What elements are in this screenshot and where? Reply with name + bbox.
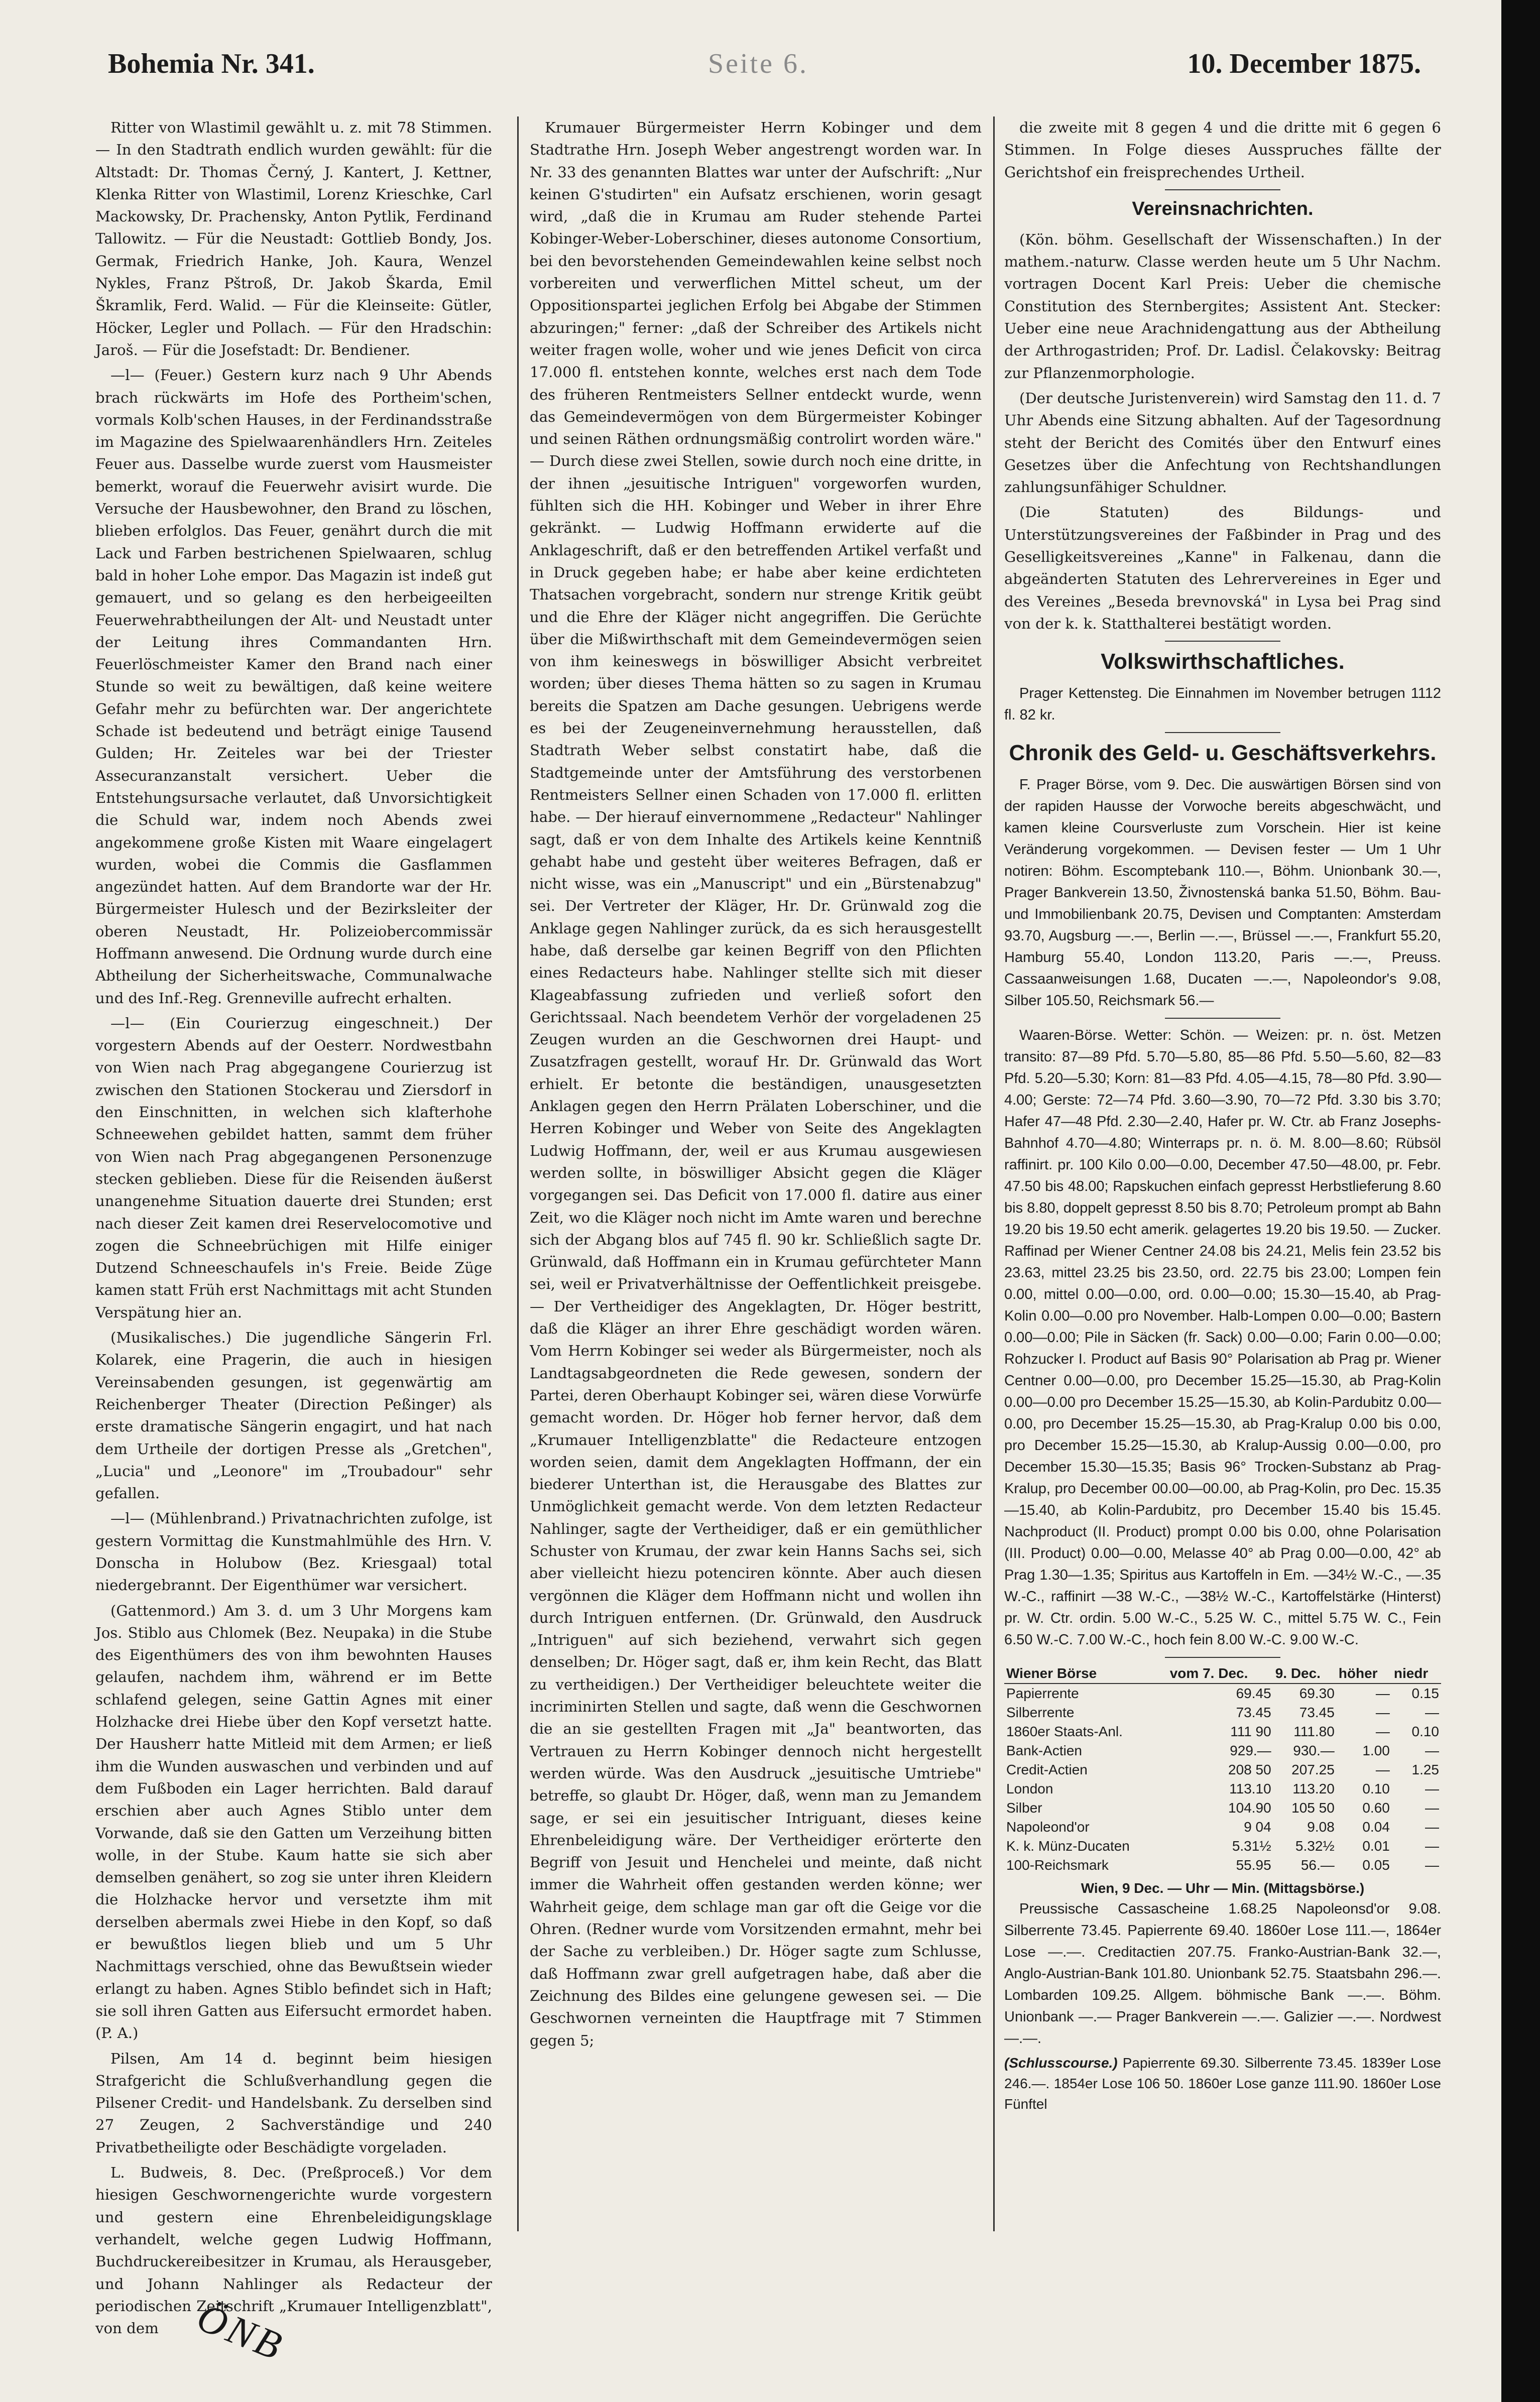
security-name: Silber [1006,1800,1042,1816]
table-header: vom 7. Dec. [1168,1664,1273,1684]
library-stamp: ÖNB [191,2295,291,2370]
section-heading-vereinsnachrichten: Vereinsnachrichten. [1132,198,1314,219]
waaren-boerse-report: Waaren-Börse. Wetter: Schön. — Weizen: pr. n. öst. Metzen transito: 87—89 Pfd. 5.70—5.80, 85—86 Pfd. 5.50—5.60, 82—83 Pfd. 5.20—5.30; Korn: 81—83 Pfd. 4.05—4.15, 78—80 Pfd. 3.90—4.00; Gerste: 72—74 Pfd. 3.60—3.90, 70—72 Pfd. 3.30 bis 3.70; Hafer 47—48 Pfd. 2.30—2.40, Hafer pr. W. Ctr. ab Franz Josephs-Bahnhof 4.70—4.80; Winterraps pr. n. ö. M. 8.00—8.60; Rübsöl raffinirt. pr. 100 Kilo 0.00—0.00, December 47.50—48.00, pr. Febr. 47.50 bis 48.00; Rapskuchen einfach gepresst Herbstlieferung 8.60 bis 8.80, doppelt gepresst 8.50 bis 8.70; Petroleum prompt ab Bahn 19.20 bis 19.50 echt amerik. gelagertes 19.20 bis 19.50. — Zucker. Raffinad per Wiener Centner 24.08 bis 24.21, Melis fein 23.52 bis 23.63, mittel 23.25 bis 23.50, ord. 22.75 bis 23.00; Lompen fein 0.00, mittel 0.00—0.00, ord. 0.00—0.00; 15.30—15.40, ab Prag-Kolin 0.00—0.00 pro November. Halb-Lompen 0.00—0.00; Bastern 0.00—0.00; Pile in Säcken (fr. Sack) 0.00—0.00; Farin 0.00—0.00; Rohzucker I. Product auf Basis 90° Polarisation ab Prag pr. Wiener Centner 0.00—0.00, pro December 15.25—15.30, ab Prag-Kolin 0.00—0.00 pro December 15.25—15.30, ab Kolin-Pardubitz 0.00—0.00, pro December 15.25—15.30, ab Prag-Kralup 0.00 bis 0.00, pro December 15.25—15.30, ab Kralup-Aussig 0.00—0.00, pro December 15.30—15.35; Basis 96° Trocken-Substanz ab Prag-Kralup, pro December 00.00—00.00, ab Prag-Kolin, pro Dec. 15.35—15.40, ab Kolin-Pardubitz, pro December 15.40 bis 15.45. Nachproduct (II. Product) prompt 0.00 bis 0.00, ohne Polarisation (III. Product) 0.00—0.00, Melasse 40° ab Prag 0.00—0.00, 42° ab Prag 1.30—1.35; Spiritus aus Kartoffeln in Em. —34½ W.-C., —.35 W.-C., raffinirt —38 W.-C., —38½ W.-C., Kartoffelstärke (Hinterst) pr. W. Ctr. ordin. 5.00 W.-C., 5.25 W. C., mittel 5.75 W. C., Fein 6.50 W.-C. 7.00 W.-C., hoch fein 8.00 W.-C. 9.00 W.-C. [1004,1027,1441,1648]
table-header: höher [1337,1664,1392,1684]
masthead-date: 10. December 1875. [1187,48,1421,79]
quote-cell: 69.45 [1236,1686,1271,1702]
quote-cell: — [1425,1819,1439,1835]
quote-cell: 5.31½ [1232,1838,1271,1854]
quote-cell: 0.04 [1362,1819,1390,1835]
wien-report: Preussische Cassascheine 1.68.25 Napoleonsd'or 9.08. Silberrente 73.45. Papierrente 69.40. 1860er Lose 111.—, 1864er Lose —.—. Creditactien 207.75. Franko-Austrian-Bank 32.—, Anglo-Austrian-Bank 101.80. Unionbank 52.75. Staatsbahn 296.—. Lombarden 109.25. Allgem. böhmische Bank —.—. Böhm. Unionbank —.— Prager Bankverein —.—. Galizier —.—. Nordwest —.—. [1004,1901,1441,2047]
security-name: London [1006,1781,1053,1797]
quote-cell: 73.45 [1236,1705,1271,1721]
quote-cell: 0.60 [1362,1800,1390,1816]
quote-cell: 207.25 [1291,1762,1335,1778]
boerse-report: F. Prager Börse, vom 9. Dec. Die auswärtigen Börsen sind von der rapiden Hausse der Vorwoche bereits abgeschwächt, und kamen kleine Coursverluste zum Vorschein. Hier ist keine Veränderung vorgekommen. — Devisen fester — Um 1 Uhr notiren: Böhm. Escomptebank 110.—, Böhm. Unionbank 30.—, Prager Bankverein 13.50, Živnostenská banka 51.50, Böhm. Bau- und Immobilienbank 20.75, Devisen und Comptanten: Amsterdam 93.70, Augsburg —.—, Berlin —.—, Brüssel —.—, Frankfurt 55.20, Hamburg 55.40, London 113.20, Paris —.—, Preuss. Cassaanweisungen 1.68, Ducaten —.—, Napoleondor's 9.08, Silber 105.50, Reichsmark 56.— [1004,777,1441,1009]
notice-paragraph: (Die Statuten) des Bildungs- und Unterstützungsvereines der Faßbinder in Prag und des Geselligkeitsvereines „Kanne" in Falkenau, dann die abgeänderten Statuten des Lehrervereines in Eger und des Vereines „Beseda brevnovská" in Lysa bei Prag sind von der k. k. Statthalterei bestätigt worden. [1004,504,1441,632]
quote-cell: 111.80 [1293,1724,1335,1740]
section-separator [1165,732,1280,733]
quote-cell: — [1375,1705,1390,1721]
quote-cell: 0.10 [1362,1781,1390,1797]
quote-cell: — [1375,1762,1390,1778]
notice-paragraph: (Der deutsche Juristenverein) wird Samstag den 11. d. 7 Uhr Abends eine Sitzung abhalten. Auf der Tagesordnung steht der Bericht des Comités über den Entwurf eines Gesetzes über die Anfechtung von Rechtshandlungen zahlungsunfähiger Schuldner. [1004,389,1441,496]
security-name: Silberrente [1006,1705,1075,1721]
schluss-report: Papierrente 69.30. Silberrente 73.45. 1839er Lose 246.—. 1854er Lose 106 50. 1860er Lose ganze 111.90. 1860er Lose Fünftel [1004,2055,1441,2112]
quote-cell: 73.45 [1299,1705,1335,1721]
quote-cell: — [1425,1838,1439,1854]
security-name: Bank-Actien [1006,1743,1082,1759]
article-paragraph: Pilsen, Am 14 d. beginnt beim hiesigen Strafgericht die Schlußverhandlung gegen die Pilsener Credit- und Handelsbank. Zu derselben sind 27 Zeugen, 2 Sachverständige und 240 Privatbetheiligte oder Beschädigte vorgeladen. [95,2050,492,2156]
quote-cell: — [1375,1724,1390,1740]
quote-cell: 1.00 [1362,1743,1390,1759]
quote-cell: 0.10 [1411,1724,1439,1740]
section-separator [1165,641,1280,642]
column-middle [530,116,982,2221]
article-paragraph: —l— (Mühlenbrand.) Privatnachrichten zufolge, ist gestern Vormittag die Kunstmahlmühle des Hrn. V. Donscha in Holubow (Bez. Kriesgaal) total niedergebrannt. Der Eigenthümer war versichert. [95,1510,492,1594]
quote-cell: 105 50 [1291,1800,1335,1816]
table-row [1004,1703,1441,1722]
table-row [1004,1741,1441,1760]
quote-cell: 104.90 [1228,1800,1271,1816]
notice-paragraph: Prager Kettensteg. Die Einnahmen im November betrugen 1112 fl. 82 kr. [1004,685,1441,724]
quote-cell: — [1425,1857,1439,1873]
article-paragraph: —l— (Feuer.) Gestern kurz nach 9 Uhr Abends brach rückwärts im Hofe des Portheim'schen, vormals Kolb'schen Hauses, in der Ferdinandsstraße im Magazine des Spielwaarenhändlers Hrn. Zeiteles Feuer aus. Dasselbe wurde zuerst vom Hausmeister bemerkt, worauf die Feuerwehr avisirt wurde. Die Versuche der Hausbewohner, den Brand zu löschen, blieben erfolglos. Das Feuer, genährt durch die mit Lack und Farben bestrichenen Spielwaaren, schlug bald in hoher Lohe empor. Das Magazin ist indeß gut gemauert, und so gelang es den herbeigeeilten Feuerwehrabtheilungen der Alt- und Neustadt unter der Leitung ihres Commandanten Hrn. Feuerlöschmeister Kamer den Brand nach einer Stunde so weit zu bewältigen, daß keine weitere Gefahr mehr zu befürchten war. Der angerichtete Schade ist bedeutend und beträgt einige Tausend Gulden; Hr. Zeiteles war bei der Triester Assecuranzanstalt versichert. Ueber die Entstehungsursache verlautet, daß Unvorsichtigkeit die Schuld war, indem noch Abends zwei angekommene große Kisten mit Waare eingelagert wurden, wobei die Commis die Gasflammen angezündet hatten. Auf dem Brandorte war der Hr. Bürgermeister Hulesch und der Bezirksleiter der oberen Neustadt, Hr. Polizeiobercommissär Hoffmann anwesend. Die Ordnung wurde durch eine Abtheilung der Sicherheitswache, Communalwache und des Inf.-Reg. Grenneville aufrecht erhalten. [95,367,492,1007]
quote-cell: 0.15 [1411,1686,1439,1702]
quote-cell: 208 50 [1228,1762,1271,1778]
quote-cell: — [1425,1705,1439,1721]
article-paragraph: (Gattenmord.) Am 3. d. um 3 Uhr Morgens kam Jos. Stiblo aus Chlomek (Bez. Neupaka) in die Stube des Eigenthümers des von ihm bewohnten Hauses gelaufen, nachdem ihm, während er im Bette schlafend gelegen, seine Gattin Agnes mit einer Holzhacke drei Hiebe über den Kopf versetzt hatte. Der Hausherr hatte Mitleid mit dem Armen; er ließ ihm die Wunden auswaschen und verbinden und auf dem Fußboden ein Lager herrichten. Bald darauf erschien aber auch Agnes Stiblo unter dem Vorwande, daß sie den Gatten um Verzeihung bitten wolle, in der Stube. Kaum hatte sie sich aber demselben genähert, so zog sie unter ihren Kleidern die Holzhacke hervor und versetzte ihm mit derselben abermals zwei Hiebe in den Kopf, so daß er bewußtlos liegen blieb und um 5 Uhr Nachmittags verschied, ohne das Bewußtsein wieder erlangt zu haben. Agnes Stiblo befindet sich in Haft; sie soll ihren Gatten aus Eifersucht ermordet haben. (P. A.) [95,1602,492,2042]
security-name: 100-Reichsmark [1006,1857,1109,1873]
notice-paragraph: (Kön. böhm. Gesellschaft der Wissenschaften.) In der mathem.-naturw. Classe werden heute um 5 Uhr Nachm. vortragen Docent Karl Preis: Ueber die chemische Constitution des Sternbergites; Assistent Ant. Stecker: Ueber eine neue Arachnidengattung aus der Abtheilung der Arthrogastriden; Prof. Dr. Ladisl. Čelakovsky: Beitrag zur Pflanzenmorphologie. [1004,230,1441,382]
section-separator [1165,189,1280,190]
quote-cell: — [1425,1781,1439,1797]
table-header: 9. Dec. [1273,1664,1337,1684]
column-divider [993,116,995,2231]
table-header: niedr [1392,1664,1441,1684]
security-name: K. k. Münz-Ducaten [1006,1838,1130,1854]
article-paragraph: Ritter von Wlastimil gewählt u. z. mit 78 Stimmen. — In den Stadtrath endlich wurden gewählt: für die Altstadt: Dr. Thomas Černý, J. Kantert, J. Kettner, Klenka Ritter von Wlastimil, Lorenz Krieschke, Carl Mackowsky, Dr. Prachensky, Anton Pytlik, Ferdinand Tallowitz. — Für die Neustadt: Gottlieb Bondy, Jos. Germak, Friedrich Hanke, Joh. Kaura, Wenzel Nykles, Franz Pštroß, Dr. Jakob Škarda, Emil Škramlik, Ferd. Walid. — Für die Kleinseite: Gütler, Höcker, Legler und Pollach. — Für den Hradschin: Jaroš. — Für die Josefstadt: Dr. Bendiener. [95,119,492,358]
article-paragraph: die zweite mit 8 gegen 4 und die dritte mit 6 gegen 6 Stimmen. In Folge dieses Ausspruches fällte der Gerichtshof ein freisprechendes Urtheil. [1004,119,1441,181]
quote-cell: 5.32½ [1295,1838,1335,1854]
article-paragraph: —l— (Ein Courierzug eingeschneit.) Der vorgestern Abends auf der Oesterr. Nordwestbahn von Wien nach Prag abgegangene Courierzug ist zwischen den Stationen Stockerau und Ziersdorf in den Einschnitten, in welchen sich klafterhohe Schneewehen gebildet hatten, sammt dem früher von Wien nach Prag abgegangenen Personenzuge stecken geblieben. Diese für die Reisenden äußerst unangenehme Situation dauerte drei Stunden; erst nach dieser Zeit kamen drei Reservelocomotive und zogen die Schneebrüchigen mit Hilfe einiger Dutzend Schneeschaufels in's Freie. Beide Züge kamen statt Früh erst Nachmittags mit acht Stunden Verspätung hier an. [95,1014,492,1321]
section-heading-volkswirthschaft: Volkswirthschaftliches. [1101,649,1345,674]
schluss-label: (Schlusscourse.) [1004,2055,1118,2071]
scan-border [1501,0,1540,2402]
table-row [1004,1837,1441,1856]
quote-cell: 1.25 [1411,1762,1439,1778]
quote-cell: 9 04 [1244,1819,1271,1835]
table-row [1004,1779,1441,1798]
quote-cell: 55.95 [1236,1857,1271,1873]
table-row [1004,1856,1441,1875]
article-paragraph: (Musikalisches.) Die jugendliche Sängerin Frl. Kolarek, eine Pragerin, die auch in hiesigen Vereinsabenden gesungen, ist gegenwärtig am Reichenberger Theater (Direction Peßinger) als erste dramatische Sängerin engagirt, und hat nach dem Urtheile der dortigen Presse als „Gretchen", „Lucia" und „Leonore" im „Troubadour" sehr gefallen. [95,1329,492,1502]
masthead-issue: Bohemia Nr. 341. [108,48,315,79]
quote-cell: — [1375,1686,1390,1702]
section-heading-chronik: Chronik des Geld- u. Geschäftsverkehrs. [1009,741,1437,766]
section-separator [1165,1018,1280,1019]
article-paragraph: Krumauer Bürgermeister Herrn Kobinger und dem Stadtrathe Hrn. Joseph Weber angestrengt worden war. In Nr. 33 des genannten Blattes war unter der Aufschrift: „Nur keinen G'studirten" ein Aufsatz erschienen, worin gesagt wird, „daß die in Krumau am Ruder stehende Partei Kobinger-Weber-Loberschiner, dieses autonome Consortium, bei den bevorstehenden Gemeindewahlen keine selbst noch vorbereiten und verwerflichen Mittel scheut, um der Oppositionspartei jeglichen Erfolg bei Abgabe der Stimmen abzuringen;" ferner: „daß der Schreiber des Artikels nicht weiter fragen wolle, woher und wie jenes Deficit von circa 17.000 fl. entstehen konnte, welches erst nach dem Tode des früheren Rentmeisters Sellner entdeckt wurde, wenn das Gemeindevermögen von dem Bürgermeister Kobinger und seinen Räthen ordnungsmäßig controlirt worden wäre." — Durch diese zwei Stellen, sowie durch noch eine dritte, in der ihnen „jesuitische Intriguen" vorgeworfen wurden, fühlten sich die HH. Kobinger und Weber in ihrer Ehre gekränkt. — Ludwig Hoffmann erwiderte auf die Anklageschrift, daß er den betreffenden Artikel verfaßt und in Druck gegeben habe; er habe aber keine erdichteten Thatsachen vorgebracht, sondern nur strenge Kritik geübt und die Ehre der Kläger nicht angegriffen. Die Gerüchte über die Mißwirthschaft mit dem Gemeindevermögen seien von ihm keineswegs in böswilliger Absicht verbreitet worden; über dieses Thema hätten so zu sagen in Krumau bereits die Spatzen am Dache gesungen. Uebrigens werde es bei der Zeugeneinvernehmung herausstellen, daß Stadtrath Weber selbst constatirt habe, daß die Stadtgemeinde unter der Amtsführung des verstorbenen Rentmeisters Sellner einen Schaden von 17.000 fl. erlitten habe. — Der hierauf einvernommene „Redacteur" Nahlinger sagt, daß er von dem Inhalte des Artikels keine Kenntniß gehabt habe und gesteht über weiteres Befragen, daß er nicht wisse, was ein „Manuscript" und ein „Bürstenabzug" sei. Der Vertreter der Kläger, Hr. Dr. Grünwald zog die Anklage gegen Nahlinger zurück, da es sich herausgestellt habe, daß derselbe gar keinen Begriff von den Pflichten eines Redacteurs habe. Nahlinger stellte sich mit dieser Klageabfassung zufrieden und verließ sofort den Gerichtssaal. Nach beendetem Verhör der vorgeladenen 25 Zeugen wurden an die Geschwornen drei Haupt- und Zusatzfragen gestellt, worauf Hr. Dr. Grünwald das Wort erhielt. Er betonte die beständigen, unausgesetzten Anklagen gegen den Herrn Prälaten Loberschiner, und die Herren Kobinger und Weber von Seite des Angeklagten Ludwig Hoffmann, der, weil er aus Krumau ausgewiesen werden sollte, in böswilliger Absicht gegen die Kläger vorgegangen sei. Das Deficit von 17.000 fl. datire aus einer Zeit, wo die Kläger noch nicht im Amte waren und berechne sich der Abgang blos auf 745 fl. 90 kr. Schließlich sagte Dr. Grünwald, daß Hoffmann ein in Krumau gefürchteter Mann sei, weil er Privatverhältnisse der Oeffentlichkeit preisgebe. — Der Vertheidiger des Angeklagten, Dr. Höger bestritt, daß die Kläger an ihrer Ehre geschädigt worden wären. Vom Herrn Kobinger sei weder als Bürgermeister, noch als Landtagsabgeordneten die Rede gewesen, sondern der Partei, deren Oberhaupt Kobinger sei, wären diese Vorwürfe gemacht worden. Dr. Höger hob ferner hervor, daß dem „Krumauer Intelligenzblatte" die Redacteure entzogen worden seien, damit dem Angeklagten Hoffmann, der ein biederer Unterthan ist, die Herausgabe des Blattes zur Unmöglichkeit gemacht werde. Von dem letzten Redacteur Nahlinger, sagte der Vertheidiger, daß er ein gemüthlicher Schuster von Krumau, der zwar kein Hanns Sachs sei, sich aber vielleicht hiezu potenciren könnte. Aber auch diesen vergönnen die Kläger dem Hoffmann nicht und wollen ihn durch Intriguen entfernen. (Dr. Grünwald, den Ausdruck „Intriguen" auf sich beziehend, verwahrt sich gegen denselben; Dr. Höger sagt, daß er, ihm kein Recht, das Blatt zu vertheidigen.) Der Vertheidiger beleuchtete weiter die incriminirten Stellen und sagte, daß wenn die Geschwornen die an sie gestellten Fragen mit „Ja" beantworten, das Vertrauen zu Herrn Kobinger dennoch nicht hergestellt werden würde. Was den Ausdruck „jesuitische Umtriebe" betreffe, so glaubt Dr. Höger, daß, wenn man zu Jemandem sage, er sei ein jesuitischer Intriguant, dieses keine Ehrenbeleidigung wäre. Der Vertheidiger erörterte den Begriff von Jesuit und Henchelei und meinte, daß nicht immer die Wahrheit offen gestanden werden könne; wer Wahrheit geige, dem schlage man gar oft die Geige vor die Ohren. (Redner wurde vom Vorsitzenden ermahnt, mehr bei der Sache zu verbleiben.) Dr. Höger sagte zum Schlusse, daß Hoffmann zwar grell aufgetragen habe, daß aber die Zeichnung des Bildes eine gelungene gewesen sei. — Die Geschwornen verneinten die Hauptfrage mit 7 Stimmen gegen 5; [530,119,982,2049]
table-row [1004,1798,1441,1818]
table-row [1004,1818,1441,1837]
section-separator [1165,1657,1280,1658]
quote-cell: 56.— [1300,1857,1335,1873]
table-row [1004,1722,1441,1741]
quote-cell: — [1425,1743,1439,1759]
quote-cell: 930.— [1293,1743,1335,1759]
quote-cell: 9.08 [1307,1819,1335,1835]
quote-cell: 929.— [1230,1743,1271,1759]
quote-cell: 0.05 [1362,1857,1390,1873]
security-name: 1860er Staats-Anl. [1006,1724,1123,1740]
security-name: Credit-Actien [1006,1762,1088,1778]
quote-cell: 111 90 [1230,1724,1271,1740]
quote-cell: 113.10 [1229,1781,1271,1797]
column-right [1004,116,1441,2221]
column-divider [517,116,519,2231]
security-name: Napoleond'or [1006,1819,1090,1835]
table-header: Wiener Börse [1004,1664,1168,1684]
page-number: Seite 6. [708,48,808,79]
table-row [1004,1684,1441,1703]
quote-cell: 69.30 [1299,1686,1335,1702]
security-name: Papierrente [1006,1686,1079,1702]
wien-heading: Wien, 9 Dec. — Uhr — Min. (Mittagsbörse.) [1081,1880,1365,1896]
schluss-heading [1004,2053,1441,2114]
quote-cell: — [1425,1800,1439,1816]
wiener-boerse-table [1004,1664,1441,1875]
article-paragraph: L. Budweis, 8. Dec. (Preßproceß.) Vor dem hiesigen Geschwornengerichte wurde vorgestern und gestern eine Ehrenbeleidigungsklage verhandelt, welche gegen Ludwig Hoffmann, Buchdruckereibesitzer in Krumau, als Herausgeber, und Johann Nahlinger als Redacteur der periodischen Zeitschrift „Krumauer Intelligenzblatt", von dem [95,2164,492,2337]
quote-cell: 0.01 [1362,1838,1390,1854]
table-row [1004,1760,1441,1779]
quote-cell: 113.20 [1292,1781,1335,1797]
